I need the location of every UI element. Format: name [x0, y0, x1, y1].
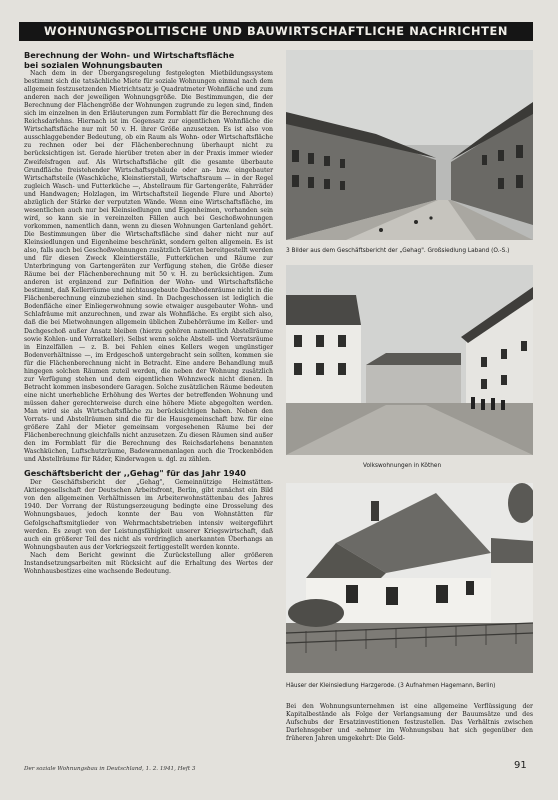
caption-photo2: Volkswohnungen in Köthen — [363, 463, 442, 469]
photo-harzgerode — [286, 483, 533, 673]
article2-body — [24, 479, 273, 576]
article1-body — [24, 70, 273, 464]
photo-laband-street — [286, 50, 533, 240]
page-footer: Der soziale Wohnungsbau in Deutschland, 1. 2. 1941, Heft 3 — [24, 766, 196, 772]
article2-title: Geschäftsbericht der ,,Gehag" für das Jahr 1940 — [24, 468, 246, 479]
left-column — [24, 50, 273, 576]
caption-photo3: Häuser der Kleinsiedlung Harzgerode. (3 Aufnahmen Hagemann, Berlin) — [286, 683, 496, 689]
article1-title-line2: bei sozialen Wohnungsbauten — [24, 60, 163, 70]
article1-paragraph: Nach dem in der Übergangsregelung festgelegten Mietbildungssystem bestimmt sich die tatsächliche Miete für soziale Wohnungen einmal nach dem allgemein festzusetzenden Mietrichtsatz je Quadratmeter Wohnfläche und zum anderen nach der jeweiligen Wohnungsgröße. Die Bestimmungen, die der Berechnung der Flächengröße der Wohnungen zugrunde zu legen sind, finden sich im einzelnen in den Erläuterungen zum Formblatt für die Berechnung des Reichsdarlehns. Hiernach ist im Gegensatz zur eigentlichen Wohnfläche die Wirtschaftsfläche nur mit 50 v. H. ihrer Größe anzusetzen. Es ist also von ausschlaggebender Bedeutung, ob ein Raum als Wohn- oder Wirtschaftsfläche zu rechnen oder bei der Flächenberechnung überhaupt nicht zu berücksichtigen ist. Gerade hierüber treten aber in der Praxis immer wieder Zweifelsfragen auf. Als Wirtschaftsfläche gilt die gesamte überbaute Grundfläche freistehender Wirtschaftsgebäude oder an- bzw. eingebauter Wirtschaftsteile (Waschküche, Kleinstierstall, Wirtschaftsraum — in der Regel zugleich Wasch- und Futterküche —, Abstellraum für Gartengeräte, Fahrräder und Handwagen; Holzlagen, im Wirtschaftsteil liegende Flure und Aborte) abzüglich der Stärke der verputzten Wände. Wenn eine Wirtschaftsfläche, im wesentlichen auch nur bei Kleinsiedlungen und Eigenheimen, vorhanden sein wird, so kann sie in vereinzelten Fällen auch bei Geschoßwohnungen vorkommen, namentlich dann, wenn zu diesen Wohnungen Gartenland gehört. Die Bestimmungen über die Wirtschaftsfläche sind daher nicht nur auf Kleinsiedlungen und Eigenheime beschränkt, sondern gelten allgemein. Es ist also, falls auch bei Geschoßwohnungen zusätzlich Gärten bereitgestellt werden und für diesen Zweck Kleintierställe, Futterküchen und Räume zur Unterbringung von Gartengeräten zur Verfügung stehen, die Größe dieser Räume bei der Flächenberechnung mit 50 v. H. zu berücksichtigen. Zum anderen ist ergänzend zur Definition der Wohn- und Wirtschaftsfläche bestimmt, daß Kellerräume und nichtausgebaute Dachbodenräume nicht in die Flächenberechnung einzubeziehen sind. In Dachgeschossen ist lediglich die Bodenfläche einer Einliegerwohnung sowie etwaiger ausgebauter Wohn- und Schlafräume mit anzurechnen, und zwar als Wohnfläche. Es ergibt sich also, daß die bei Mietwohnungen allgemein üblichen Zubehörräume im Keller- und Dachgeschoß außer Ansatz bleiben (hierzu gehören namentlich Abstellräume sowie Kohlen- und Vorratkeller). Selbst wenn solche Abstell- und Vorratsräume in Einzelfällen — z. B. bei Fehlen eines Kellers wegen ungünstiger Bodenverhältnisse —, im Erdgeschoß untergebracht sein sollten, kommen sie für die Flächenberechnung nicht in Betracht. Eine andere Behandlung muß hingegen solchen Räumen zuteil werden, die neben der Wohnung zusätzlich zur Verfügung stehen und dem eigentlichen Wohnzweck nicht dienen. In Betracht kommen insbesondere Garagen. Solche zusätzlichen Räume bedeuten eine nicht unerhebliche Erhöhung des Wertes der betreffenden Wohnung und müssen daher gerechterweise durch eine höhere Miete abgegolten werden. Man wird sie als Wirtschaftsfläche zu berücksichtigen haben. Neben den Vorrats- und Abstellräumen sind die für die Hausgemeinschaft bzw. für eine größere Zahl der Mieter gemeinsam vorgesehenen Räume bei der Flächenberechnung gleichfalls nicht anzusetzen. Zu diesen Räumen sind außer den im Formblatt für die Berechnung des Reichsdarlehens benannten Waschküchen, Luftschutzräume, Badewannenanlagen auch die Trockenböden und Abstellräume für Räder, Kinderwagen u. dgl. zu zählen. — [24, 70, 273, 464]
caption-photo1: 3 Bilder aus dem Geschäftsbericht der „Gehag". Großsiedlung Laband (O.-S.) — [286, 248, 510, 254]
article1-title-line1: Berechnung der Wohn- und Wirtschaftsfläche — [24, 50, 235, 60]
article2-paragraph: Der Geschäftsbericht der „Gehag", Gemeinnützige Heimstätten-Aktiengesellschaft der Deutschen Arbeitsfront, Berlin, gibt zunächst ein Bild von den allgemeinen Verhältnissen im Arbeiterwohnstättenbau des Jahres 1940. Der Vorrang der Rüstungserzeugung bedingte eine Drosselung des Wohnungsbaues, jedoch konnte der Bau von Wohnstätten für Gefolgschaftsmitglieder von Wehrmachtsbetrieben intensiv weitergeführt werden. Es zeugt von der Leistungsfähigkeit unserer Kriegswirtschaft, daß auch ein größerer Teil des nicht als vordringlich anerkannten Überhangs an Wohnungsbauten aus der Vorkriegszeit fertiggestellt werden konnte. — [24, 479, 273, 551]
article2-paragraph: Nach dem Bericht gewinnt die Zurückstellung aller größeren Instandsetzungsarbeiten mit Rücksicht auf die Erhaltung des Wertes der Wohnhausbestizes eine wachsende Bedeutung. — [24, 551, 273, 575]
photo-koethen — [286, 265, 533, 455]
page-number: 91 — [514, 760, 527, 771]
article2-continuation: Bei den Wohnungsunternehmen ist eine allgemeine Verflüssigung der Kapitalbestände als Folge der Verlangsamung der Bauumsätze und des Aufschubs der Ersatzinvestitionen festzustellen. Das Verhältnis zwischen Darlehnsgeber und -nehmer im Wohnungsbau hat sich gegenüber den früheren Jahren umgekehrt: Die Geld- — [286, 703, 533, 743]
section-banner: WOHNUNGSPOLITISCHE UND BAUWIRTSCHAFTLICHE NACHRICHTEN — [19, 22, 533, 41]
